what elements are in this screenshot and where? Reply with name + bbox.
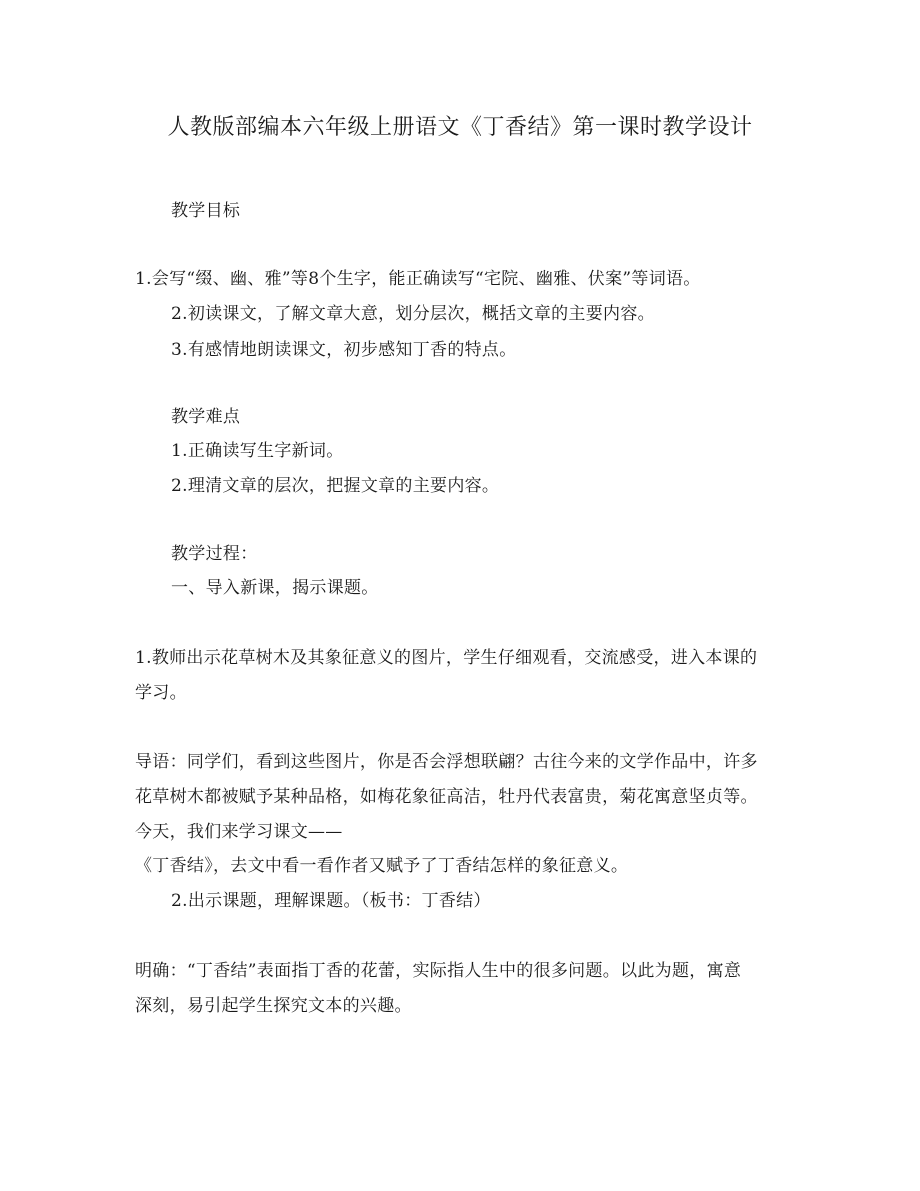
difficulty-item-1: 1.正确读写生字新词。 [171,441,344,461]
difficulty-item-2: 2.理清文章的层次，把握文章的主要内容。 [171,476,500,496]
goal-item-2: 2.初读课文，了解文章大意，划分层次，概括文章的主要内容。 [171,304,655,324]
goal-item-3: 3.有感情地朗读课文，初步感知丁香的特点。 [171,340,517,360]
intro-line-3: 今天，我们来学习课文—— [135,822,343,842]
step1-item1-line2: 学习。 [135,683,187,703]
intro-line-2: 花草树木都被赋予某种品格，如梅花象征高洁，牡丹代表富贵，菊花寓意坚贞等。 [135,787,758,807]
clarify-line-1: 明确：“丁香结”表面指丁香的花蕾，实际指人生中的很多问题。以此为题，寓意 [135,961,742,981]
step1-item1-line1: 1.教师出示花草树木及其象征意义的图片，学生仔细观看，交流感受，进入本课的 [135,648,758,668]
difficulty-heading: 教学难点 [171,407,241,427]
step1-item2: 2.出示课题，理解课题。（板书：丁香结） [171,891,491,911]
step1-heading: 一、导入新课，揭示课题。 [171,578,379,598]
intro-line-4: 《丁香结》，去文中看一看作者又赋予了丁香结怎样的象征意义。 [135,856,629,876]
process-heading: 教学过程： [171,544,258,564]
goals-heading: 教学目标 [171,201,241,221]
intro-line-1: 导语：同学们，看到这些图片，你是否会浮想联翩？古往今来的文学作品中，许多 [135,752,758,772]
goal-item-1: 1.会写“缀、幽、雅”等8个生字，能正确读写“宅院、幽雅、伏案”等词语。 [135,269,701,289]
document-title: 人教版部编本六年级上册语文《丁香结》第一课时教学设计 [167,115,753,140]
clarify-line-2: 深刻，易引起学生探究文本的兴趣。 [135,996,412,1016]
